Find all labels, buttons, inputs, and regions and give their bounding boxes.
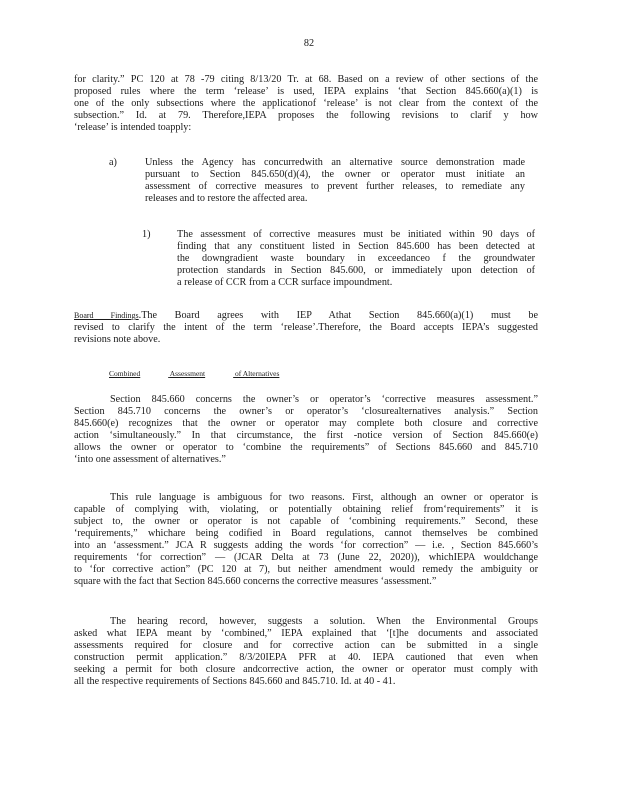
text-line: ‘into one assessment of alternatives.” [74, 454, 226, 465]
text-line: one of the only subsections where the applicationof ‘release’ is not clear from the context of the [74, 98, 538, 109]
text-line: action ‘simultaneously.” In that circumstance, the first -notice version of Section 845.660(e) [74, 430, 538, 441]
text-line: pursuant to Section 845.650(d)(4), the owner or operator must initiate an [145, 169, 525, 180]
text-line: assessment of corrective measures to prevent further releases, to remediate any [145, 181, 525, 192]
text-line: construction permit application.” 8/3/20IEPA PFR at 40. IEPA cautioned that even when [74, 652, 538, 663]
text-line: finding that any constituent listed in Section 845.600 has been detected at [177, 241, 535, 252]
paragraph-combined-assessment [74, 394, 538, 466]
list-label-a: a) [109, 157, 117, 168]
text-line: The hearing record, however, suggests a solution. When the Environmental Groups [110, 616, 538, 627]
text-line: square with the fact that Section 845.660 concerns the corrective measures ‘assessment.” [74, 576, 437, 587]
text-line: capable of complying with, violating, or potentially obtaining relief from‘requirements” it is [74, 504, 538, 515]
heading-word: of Alternatives [235, 369, 280, 378]
text-line: releases and to restore the affected area. [145, 193, 308, 204]
section-heading [109, 368, 307, 380]
text-line: ‘requirements,” whichare being codified in Board regulations, cannot themselves be combined [74, 528, 538, 539]
text-line: revisions note above. [74, 334, 161, 345]
text-span: .The Board agrees with IEP Athat Section 845.660(a)(1) must be [138, 310, 539, 321]
paragraph-board-findings [74, 310, 538, 346]
page-number: 82 [303, 38, 315, 49]
text-line: revised to clarify the intent of the term ‘release’.Therefore, the Board accepts IEPA’s suggested [74, 322, 538, 333]
quoted-rule-subsection-1 [177, 229, 535, 289]
text-line: This rule language is ambiguous for two reasons. First, although an owner or operator is [110, 492, 538, 503]
paragraph-release-clarity [74, 74, 538, 134]
text-line: into an ‘assessment.” JCA R suggests adding the words ‘for correction” — i.e. , Section 845.660’s [74, 540, 538, 551]
text-line [74, 310, 538, 322]
heading-word: Combined [109, 369, 141, 378]
text-line: protection standards in Section 845.600, or immediately upon detection of [177, 265, 535, 276]
text-line: seeking a permit for both closure andcorrective action, the owner or operator must comply with [74, 664, 538, 675]
text-line: a release of CCR from a CCR surface impoundment. [177, 277, 393, 288]
text-line: 845.660(e) recognizes that the owner or operator may complete both closure and corrective [74, 418, 538, 429]
text-line: the downgradient waste boundary in exceedanceo f the groundwater [177, 253, 535, 264]
text-line: ‘release’ is intended toapply: [74, 122, 192, 133]
list-label-1: 1) [142, 229, 151, 240]
text-line: requirements ‘for correction” — (JCAR Delta at 73 (June 22, 2020)), whichIEPA wouldchange [74, 552, 538, 563]
paragraph-hearing-record [74, 616, 538, 688]
text-line: Section 845.710 concerns the owner’s or operator’s ‘closurealternatives analysis.” Section [74, 406, 538, 417]
text-line: allows the owner or operator to ‘combine the requirements” of Sections 845.660 and 845.710 [74, 442, 538, 453]
text-line: subject to, the owner or operator is not capable of ‘combining requirements.” Second, these [74, 516, 538, 527]
text-line: proposed rules where the term ‘release’ is used, IEPA explains ‘that Section 845.660(a)(1) is [74, 86, 538, 97]
text-line: to ‘for corrective action” (PC 120 at 7), but neither amendment would remedy the ambiguity or [74, 564, 538, 575]
heading-word: Assessment [169, 369, 206, 378]
text-line: Section 845.660 concerns the owner’s or operator’s ‘corrective measures assessment.” [110, 394, 538, 405]
quoted-rule-subsection-a [145, 157, 525, 205]
paragraph-ambiguity [74, 492, 538, 588]
text-line: assessments required for closure and for corrective action can be submitted in a single [74, 640, 538, 651]
text-line: for clarity.” PC 120 at 78 -79 citing 8/13/20 Tr. at 68. Based on a review of other sections of the [74, 74, 538, 85]
text-line: Unless the Agency has concurredwith an alternative source demonstration made [145, 157, 525, 168]
text-line: The assessment of corrective measures must be initiated within 90 days of [177, 229, 535, 240]
text-line: subsection.” Id. at 79. Therefore,IEPA proposes the following revisions to clarif y how [74, 110, 538, 121]
board-findings-label: Board Findings [74, 311, 139, 320]
text-line: asked what IEPA meant by ‘combined,” IEPA explained that ‘[t]he documents and associated [74, 628, 538, 639]
text-line: all the respective requirements of Sections 845.660 and 845.710. Id. at 40 - 41. [74, 676, 396, 687]
